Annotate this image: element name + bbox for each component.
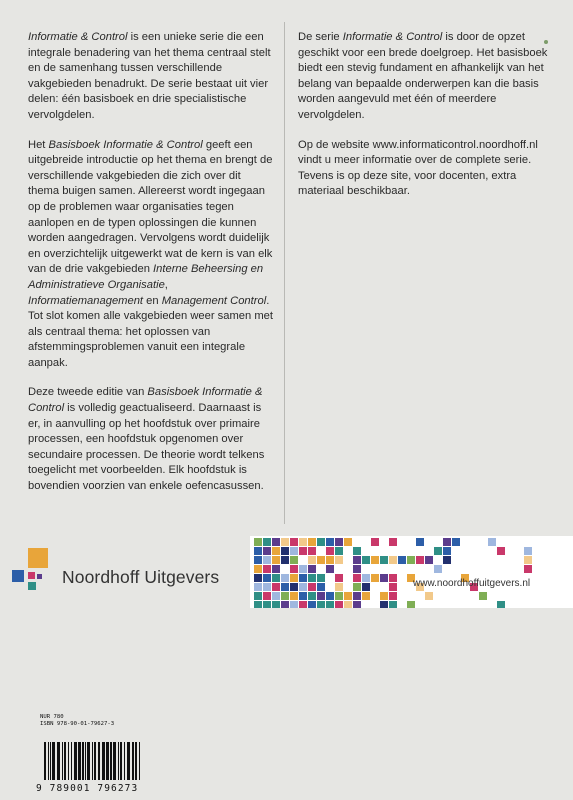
barcode-bar — [127, 742, 130, 780]
mosaic-square — [263, 601, 271, 608]
mosaic-square — [524, 565, 532, 573]
mosaic-square — [353, 574, 361, 582]
mosaic-pattern — [250, 536, 573, 608]
barcode-bar — [102, 742, 105, 780]
mosaic-square — [281, 556, 289, 564]
barcode-bar — [120, 742, 122, 780]
mosaic-square — [299, 583, 307, 591]
mosaic-square — [317, 538, 325, 546]
mosaic-square — [263, 583, 271, 591]
barcode-bar — [92, 742, 93, 780]
mosaic-square — [425, 556, 433, 564]
barcode-bar — [98, 742, 100, 780]
series-title: Informatie & Control — [28, 31, 128, 43]
mosaic-square — [290, 556, 298, 564]
barcode-bar — [110, 742, 112, 780]
mosaic-square — [371, 556, 379, 564]
mosaic-square — [452, 538, 460, 546]
barcode-digits: 9 789001 796273 — [36, 783, 139, 794]
mosaic-square — [272, 583, 280, 591]
barcode-bar — [57, 742, 60, 780]
isbn-code: ISBN 978-90-01-79627-3 — [40, 721, 115, 727]
mosaic-square — [434, 547, 442, 555]
barcode-bar — [94, 742, 96, 780]
mosaic-square — [335, 538, 343, 546]
mosaic-square — [389, 556, 397, 564]
mosaic-square — [317, 556, 325, 564]
barcode-bar — [74, 742, 77, 780]
mosaic-square — [389, 574, 397, 582]
mosaic-square — [326, 592, 334, 600]
mosaic-square — [290, 547, 298, 555]
mosaic-square — [272, 574, 280, 582]
intro-paragraph: Informatie & Control is een unieke serie die een integrale benadering van het thema centraal stelt en de samenhang tussen verschillende vakgebieden benadrukt. De serie bestaat uit vier delen: één basisboek en drie specialistische vervolgdelen. — [28, 31, 271, 121]
mosaic-square — [263, 592, 271, 600]
mosaic-square — [389, 538, 397, 546]
mosaic-square — [335, 592, 343, 600]
mosaic-square — [281, 538, 289, 546]
barcode — [36, 712, 146, 796]
mosaic-square — [407, 601, 415, 608]
mosaic-square — [263, 574, 271, 582]
publisher-website: www.noordhoffuitgevers.nl — [413, 578, 531, 589]
mosaic-square — [254, 583, 262, 591]
mosaic-square — [353, 601, 361, 608]
mosaic-square — [353, 592, 361, 600]
mosaic-square — [434, 565, 442, 573]
mosaic-square — [389, 592, 397, 600]
mosaic-square — [272, 601, 280, 608]
mosaic-square — [416, 556, 424, 564]
mosaic-square — [308, 574, 316, 582]
mosaic-square — [263, 565, 271, 573]
barcode-bar — [113, 742, 116, 780]
mosaic-square — [308, 601, 316, 608]
mosaic-square — [353, 556, 361, 564]
mosaic-square — [308, 583, 316, 591]
mosaic-square — [353, 565, 361, 573]
column-divider — [284, 22, 285, 524]
mosaic-square — [335, 556, 343, 564]
barcode-bar — [85, 742, 86, 780]
mosaic-square — [272, 565, 280, 573]
mosaic-square — [272, 592, 280, 600]
barcode-bar — [124, 742, 125, 780]
barcode-bar — [139, 742, 140, 780]
mosaic-square — [326, 538, 334, 546]
publisher-name: Noordhoff Uitgevers — [62, 567, 220, 587]
mosaic-square — [281, 574, 289, 582]
mosaic-square — [416, 538, 424, 546]
barcode-bar — [78, 742, 81, 780]
mosaic-square — [263, 547, 271, 555]
mosaic-square — [299, 538, 307, 546]
mosaic-square — [290, 583, 298, 591]
website-paragraph: Op de website www.informaticontrol.noordhoff.nl vindt u meer informatie over de complete serie. Tevens is op deze site, voor docenten, extra materiaal beschikbaar. — [298, 138, 538, 198]
mosaic-square — [443, 538, 451, 546]
mosaic-square — [326, 601, 334, 608]
barcode-bar — [87, 742, 90, 780]
mosaic-square — [281, 583, 289, 591]
mosaic-square — [326, 547, 334, 555]
barcode-bar — [52, 742, 55, 780]
mosaic-square — [353, 547, 361, 555]
mosaic-square — [344, 601, 352, 608]
mosaic-square — [290, 601, 298, 608]
mosaic-square — [407, 556, 415, 564]
book-title: Basisboek Informatie & Control — [28, 386, 263, 415]
mosaic-square — [380, 601, 388, 608]
nur-code: NUR 780 — [40, 714, 64, 720]
right-column — [298, 30, 548, 214]
barcode-bar — [82, 742, 84, 780]
mosaic-square — [308, 565, 316, 573]
mosaic-square — [380, 574, 388, 582]
mosaic-square — [389, 583, 397, 591]
mosaic-square — [308, 592, 316, 600]
mosaic-square — [281, 601, 289, 608]
series-title: Informatie & Control — [342, 31, 443, 43]
mosaic-square — [290, 574, 298, 582]
mosaic-square — [380, 556, 388, 564]
series-paragraph: De serie Informatie & Control is door de opzet geschikt voor een brede doelgroep. Het basisboek biedt een stevig fundament en afhankelijk van het belang van bepaalde onderwerpen kan die basis worden aangevuld met één of meerdere vervolgdelen. — [298, 31, 548, 121]
mosaic-square — [425, 592, 433, 600]
mosaic-square — [326, 565, 334, 573]
barcode-bar — [68, 742, 69, 780]
mosaic-square — [371, 538, 379, 546]
barcode-bar — [48, 742, 49, 780]
mosaic-square — [362, 583, 370, 591]
mosaic-square — [344, 538, 352, 546]
mosaic-square — [254, 538, 262, 546]
mosaic-square — [299, 547, 307, 555]
mosaic-square — [326, 556, 334, 564]
barcode-bar — [64, 742, 66, 780]
mosaic-square — [254, 574, 262, 582]
edition-paragraph: Deze tweede editie van Basisboek Informatie & Control is volledig geactualiseerd. Daarnaast is er, in aanvulling op het hoofdstuk over primaire processen, een hoofdstuk opgenomen over secundaire processen. De theorie wordt telkens toegelicht met voorbeelden. Elk hoofdstuk is bovendien voorzien van enkele oefencasussen. — [28, 386, 265, 493]
mosaic-square — [497, 601, 505, 608]
mosaic-square — [488, 538, 496, 546]
barcode-bar — [71, 742, 72, 780]
mosaic-square — [353, 583, 361, 591]
mosaic-square — [317, 601, 325, 608]
mosaic-square — [317, 574, 325, 582]
mosaic-square — [254, 556, 262, 564]
barcode-bars — [36, 742, 146, 782]
noordhoff-logo-icon — [12, 548, 54, 590]
mosaic-square — [290, 538, 298, 546]
book-title: Basisboek Informatie & Control — [48, 138, 203, 151]
mosaic-square — [254, 601, 262, 608]
barcode-bar — [50, 742, 51, 780]
mosaic-square — [362, 592, 370, 600]
mosaic-square — [344, 592, 352, 600]
mosaic-square — [524, 547, 532, 555]
mosaic-square — [272, 556, 280, 564]
mosaic-square — [272, 538, 280, 546]
mosaic-square — [335, 601, 343, 608]
mosaic-square — [272, 547, 280, 555]
barcode-bar — [106, 742, 109, 780]
mosaic-square — [443, 547, 451, 555]
barcode-bar — [62, 742, 63, 780]
mosaic-square — [299, 592, 307, 600]
mosaic-square — [371, 574, 379, 582]
barcode-bar — [44, 742, 46, 780]
barcode-bar — [118, 742, 119, 780]
barcode-bar — [132, 742, 134, 780]
left-column — [28, 30, 273, 509]
mosaic-square — [497, 547, 505, 555]
mosaic-square — [254, 592, 262, 600]
mosaic-square — [335, 574, 343, 582]
mosaic-square — [308, 538, 316, 546]
barcode-bar — [135, 742, 137, 780]
mosaic-square — [263, 538, 271, 546]
mosaic-square — [335, 583, 343, 591]
mosaic-square — [281, 592, 289, 600]
mosaic-square — [335, 547, 343, 555]
mosaic-square — [308, 547, 316, 555]
mosaic-square — [362, 574, 370, 582]
mosaic-square — [479, 592, 487, 600]
mosaic-square — [299, 565, 307, 573]
mosaic-square — [443, 556, 451, 564]
mosaic-square — [317, 592, 325, 600]
mosaic-square — [254, 565, 262, 573]
mosaic-square — [263, 556, 271, 564]
mosaic-square — [524, 556, 532, 564]
basisboek-paragraph: Het Basisboek Informatie & Control geeft een uitgebreide introductie op het thema en brengt de verschillende vakgebieden die zich over dit thema buigen samen. Allereerst wordt ingegaan op de problemen waar organisaties tegen aanlopen en de typen oplossingen die kunnen worden aangedragen. Vervolgens wordt duidelijk en overzichtelijk uitgewerkt wat de kern is van elk van de drie vakgebieden Interne Beheersing en Administratieve Organisatie, Informatiemanagement en Management Control. Tot slot komen alle vakgebieden weer samen met als centraal thema: het oplossen van afstemmingsproblemen vanuit een integrale aanpak. — [28, 138, 274, 369]
mosaic-square — [254, 547, 262, 555]
mosaic-square — [380, 592, 388, 600]
mosaic-square — [389, 601, 397, 608]
mosaic-square — [317, 583, 325, 591]
mosaic-square — [308, 556, 316, 564]
mosaic-square — [281, 547, 289, 555]
mosaic-square — [299, 574, 307, 582]
mosaic-square — [290, 592, 298, 600]
mosaic-square — [362, 556, 370, 564]
mosaic-square — [290, 565, 298, 573]
mosaic-square — [398, 556, 406, 564]
mosaic-square — [299, 601, 307, 608]
